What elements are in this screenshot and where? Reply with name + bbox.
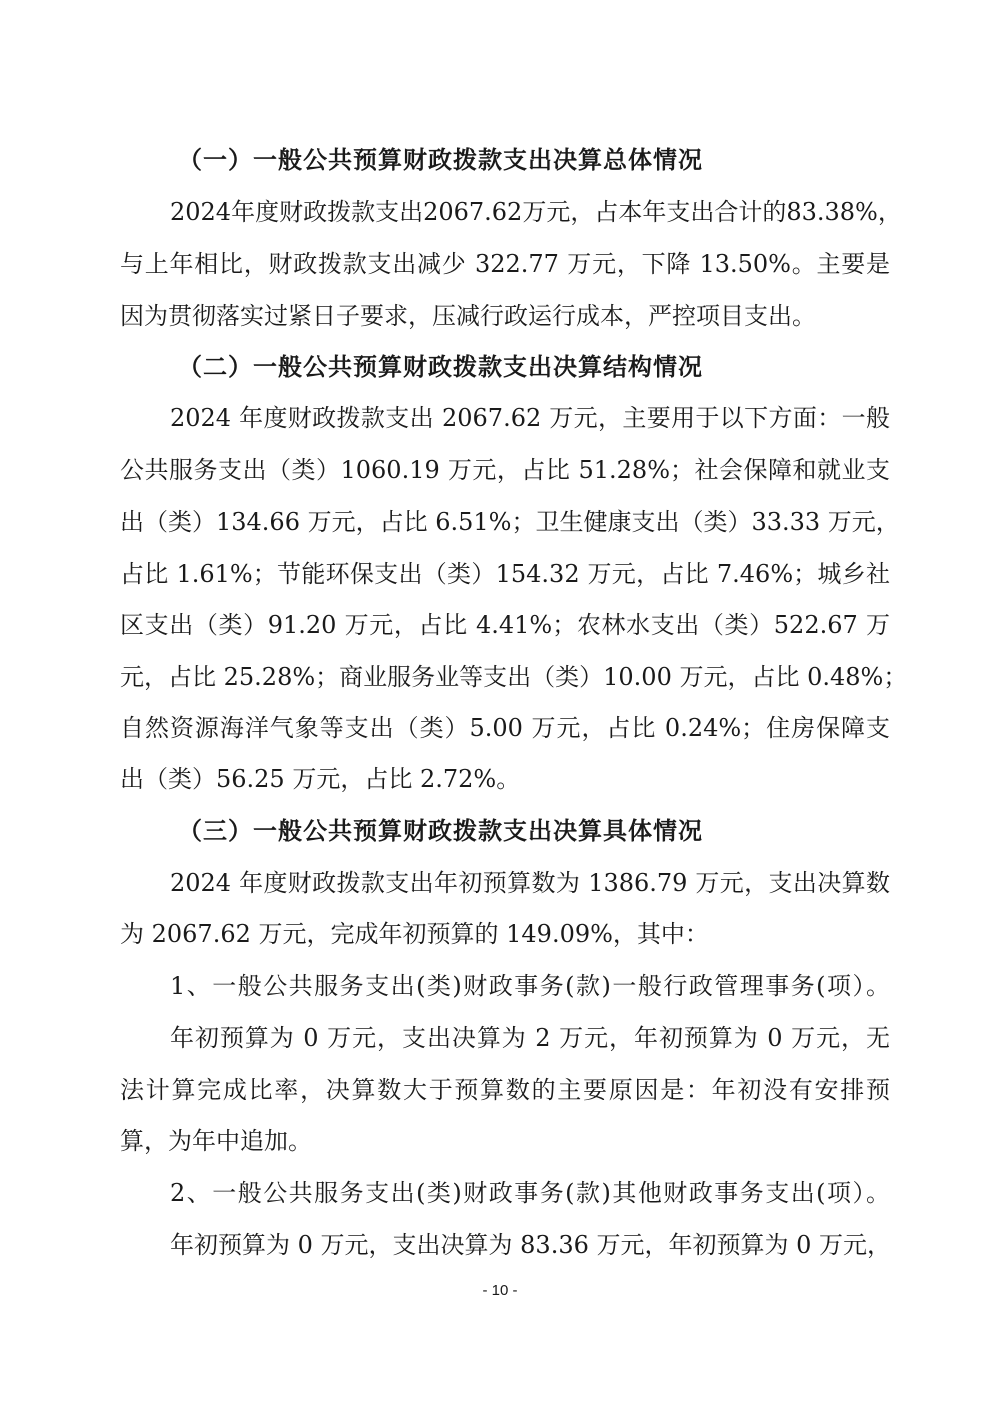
section-heading: （一）一般公共预算财政拨款支出决算总体情况 [178, 145, 703, 174]
paragraph-line: 2024年度财政拨款支出2067.62万元，占本年支出合计的83.38%， [170, 198, 902, 226]
paragraph-line: 为 2067.62 万元，完成年初预算的 149.09%，其中： [120, 920, 709, 948]
page-number: - 10 - [482, 1282, 518, 1299]
paragraph-line: 年初预算为 0 万元，支出决算为 2 万元，年初预算为 0 万元，无 [170, 1024, 890, 1052]
paragraph-line: 与上年相比，财政拨款支出减少 322.77 万元，下降 13.50%。主要是 [120, 250, 890, 278]
paragraph-line: 1、一般公共服务支出(类)财政事务(款)一般行政管理事务(项）。 [170, 972, 890, 1000]
paragraph-line: 自然资源海洋气象等支出（类）5.00 万元，占比 0.24%；住房保障支 [120, 714, 890, 742]
paragraph-line: 占比 1.61%；节能环保支出（类）154.32 万元，占比 7.46%；城乡社 [120, 560, 890, 588]
paragraph-line: 2024 年度财政拨款支出 2067.62 万元，主要用于以下方面：一般 [170, 404, 890, 432]
paragraph-line: 元，占比 25.28%；商业服务业等支出（类）10.00 万元，占比 0.48%； [120, 663, 908, 691]
paragraph-line: 2、一般公共服务支出(类)财政事务(款)其他财政事务支出(项）。 [170, 1179, 890, 1207]
section-heading: （三）一般公共预算财政拨款支出决算具体情况 [178, 816, 703, 845]
paragraph-line: 区支出（类）91.20 万元，占比 4.41%；农林水支出（类）522.67 万 [120, 611, 890, 639]
paragraph-line: 算，为年中追加。 [120, 1127, 312, 1155]
paragraph-line: 法计算完成比率，决算数大于预算数的主要原因是：年初没有安排预 [120, 1076, 890, 1104]
paragraph-line: 年初预算为 0 万元，支出决算为 83.36 万元，年初预算为 0 万元， [170, 1231, 892, 1259]
paragraph-line: 2024 年度财政拨款支出年初预算数为 1386.79 万元，支出决算数 [170, 869, 890, 897]
paragraph-line: 出（类）56.25 万元，占比 2.72%。 [120, 765, 521, 793]
paragraph-line: 出（类）134.66 万元，占比 6.51%；卫生健康支出（类）33.33 万元， [120, 508, 900, 536]
paragraph-line: 公共服务支出（类）1060.19 万元，占比 51.28%；社会保障和就业支 [120, 456, 890, 484]
paragraph-line: 因为贯彻落实过紧日子要求，压减行政运行成本，严控项目支出。 [120, 302, 816, 330]
section-heading: （二）一般公共预算财政拨款支出决算结构情况 [178, 352, 703, 381]
